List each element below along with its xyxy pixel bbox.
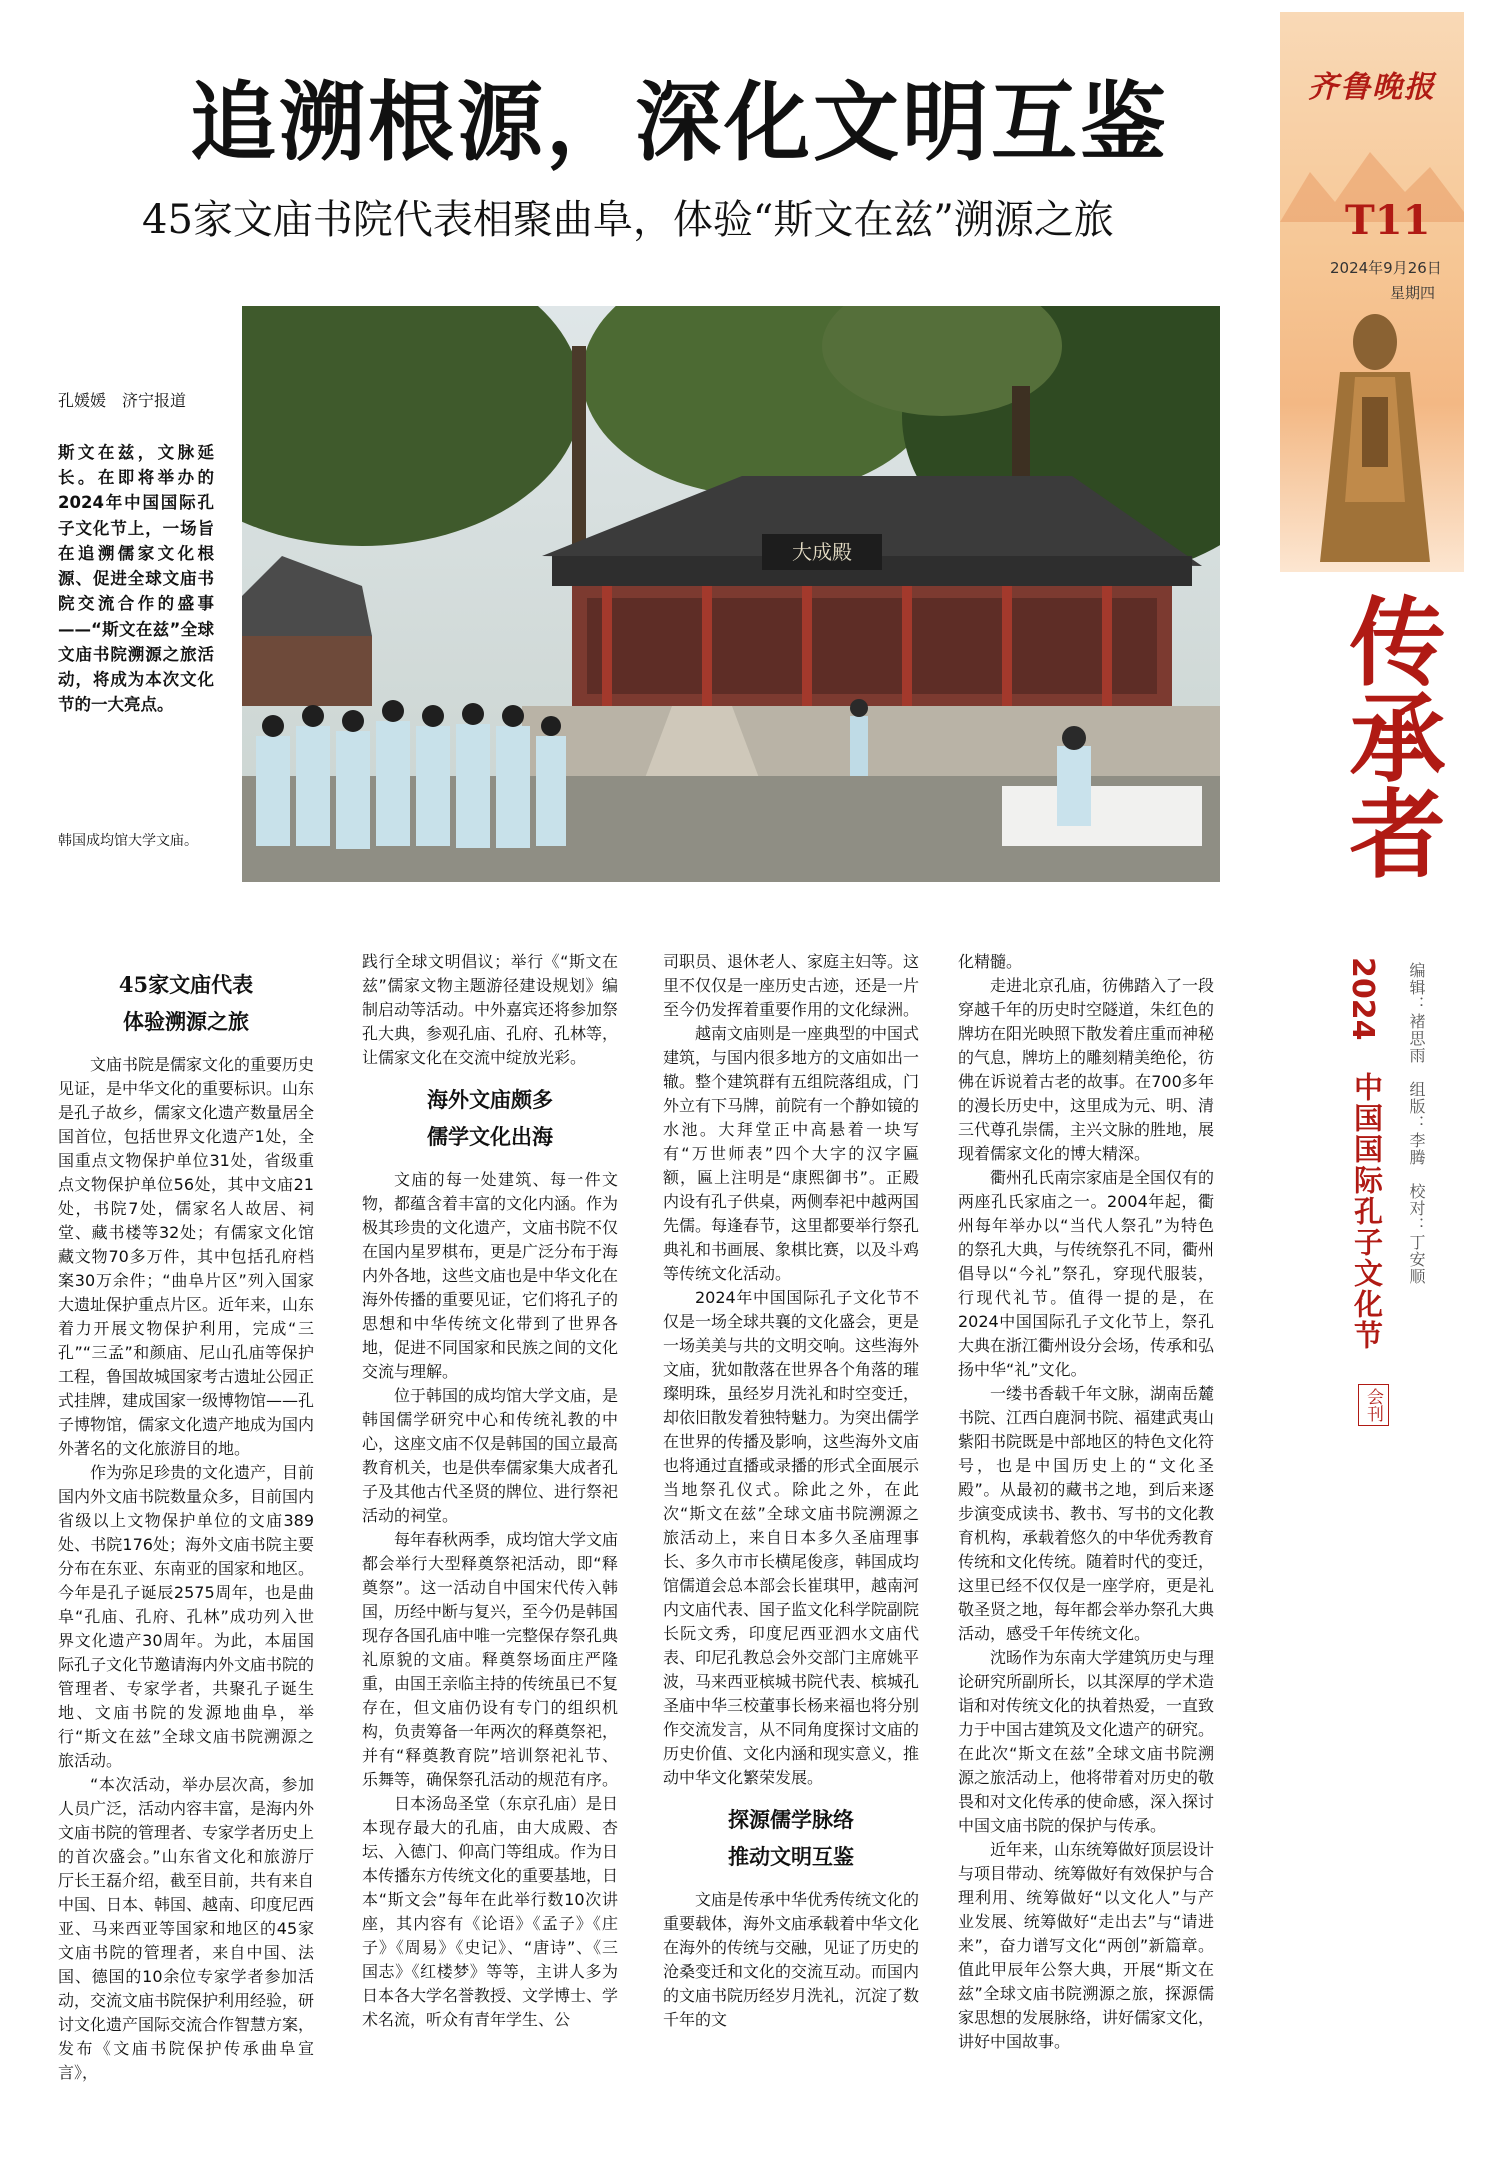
confucius-statue-image <box>1310 302 1440 562</box>
paragraph: 文庙的每一处建筑、每一件文物，都蕴含着丰富的文化内涵。作为极其珍贵的文化遗产，文庙书院不仅在国内星罗棋布，更是广泛分布于海内外各地，这些文庙也是中华文化在海外传播的重要见证，它们将孔子的思想和中华传统文化带到了世界各地，促进不同国家和民族之间的文化交流与理解。 <box>362 1169 619 1381</box>
temple-plaque: 大成殿 <box>792 540 852 564</box>
weekday: 星期四 <box>1390 284 1436 302</box>
paragraph: 文庙是传承中华优秀传统文化的重要载体，海外文庙承载着中华文化在海外的传统与交融，见证了历史的沧桑变迁和文化的交流互动。而国内的文庙书院历经岁月洗礼，沉淀了数千年的文 <box>663 1889 920 2029</box>
section-heading-1: 45家文庙代表 体验溯源之旅 <box>118 972 254 1034</box>
newspaper-masthead: 齐鲁晚报 <box>1308 70 1436 105</box>
article-column-1 <box>58 955 314 2085</box>
paragraph: 每年春秋两季，成均馆大学文庙都会举行大型释奠祭祀活动，即“释奠祭”。这一活动自中国宋代传入韩国，历经中断与复兴，至今仍是韩国现存各国孔庙中唯一完整保存祭孔典礼原貌的文庙。释奠祭场面庄严隆重，由国王亲临主持的传统虽已不复存在，但文庙仍设有专门的组织机构，负责筹备一年两次的释奠祭祀，并有“释奠教育院”培训祭祀礼节、乐舞等，确保祭孔活动的规范有序。 <box>362 1529 619 1789</box>
section-sidebar <box>1280 12 1464 2172</box>
headline: 追溯根源，深化文明互鉴 <box>190 72 1169 173</box>
paragraph: 走进北京孔庙，彷佛踏入了一段穿越千年的历史时空隧道，朱红色的牌坊在阳光映照下散发着庄重而神秘的气息，牌坊上的雕刻精美绝伦，彷佛在诉说着古老的故事。在700多年的漫长历史中，这里成为元、明、清三代尊孔崇儒，主兴文脉的胜地，展现着儒家文化的博大精深。 <box>958 976 1215 1163</box>
byline: 孔媛媛 济宁报道 <box>58 391 187 410</box>
paragraph: 衢州孔氏南宗家庙是全国仅有的两座孔氏家庙之一。2004年起，衢州每年举办以“当代人祭孔”为特色的祭孔大典，与传统祭孔不同，衢州倡导以“今礼”祭孔，穿现代服装，行现代礼节。值得一提的是，在2024中国国际孔子文化节上，祭孔大典在浙江衢州设分会场，传承和弘扬中华“礼”文化。 <box>958 1168 1215 1379</box>
page-number: T11 <box>1345 197 1431 244</box>
festival-name: 中国国际孔子文化节 <box>1350 1072 1384 1351</box>
paragraph: 化精髓。 <box>958 952 1023 971</box>
festival-year: 2024 <box>1345 957 1380 1041</box>
paragraph: 日本汤岛圣堂（东京孔庙）是日本现存最大的孔庙，由大成殿、杏坛、入德门、仰高门等组成。作为日本传播东方传统文化的重要基地，日本“斯文会”每年在此举行数10次讲座，其内容有《论语》《孟子》《庄子》《周易》《史记》、“唐诗”、《三国志》《红楼梦》等等，主讲人多为日本各大学名誉教授、文学博士、学术名流，听众有青年学生、公 <box>362 1793 619 2029</box>
paragraph: 践行全球文明倡议；举行《“斯文在兹”儒家文物主题游径建设规划》编制启动等活动。中外嘉宾还将参加祭孔大典，参观孔庙、孔府、孔林等，让儒家文化在交流中绽放光彩。 <box>362 952 619 1067</box>
paragraph: 司职员、退休老人、家庭主妇等。这里不仅仅是一座历史古迹，还是一片至今仍发挥着重要作用的文化绿洲。 <box>663 952 920 1019</box>
temple-ceremony-illustration <box>242 306 1220 882</box>
paragraph: 越南文庙则是一座典型的中国式建筑，与国内很多地方的文庙如出一辙。整个建筑群有五组院落组成，门外立有下马牌，前院有一个静如镜的水池。大拜堂正中高悬着一块写有“万世师表”四个大字的汉字匾额，匾上注明是“康熙御书”。正殿内设有孔子供桌，两侧奉祀中越两国先儒。每逢春节，这里都要举行祭孔典礼和书画展、象棋比赛，以及斗鸡等传统文化活动。 <box>663 1024 920 1283</box>
paragraph: 文庙书院是儒家文化的重要历史见证，是中华文化的重要标识。山东是孔子故乡，儒家文化遗产数量居全国首位，包括世界文化遗产1处，全国重点文物保护单位31处，省级重点文物保护单位56处，其中文庙21处，书院7处，儒家名人故居、祠堂、藏书楼等32处；有儒家文化馆藏文物70多万件，其中包括孔府档案30万余件；“曲阜片区”列入国家大遗址保护重点片区。近年来，山东着力开展文物保护利用，完成“三孔”“三孟”和颜庙、尼山孔庙等保护工程，鲁国故城国家考古遗址公园正式挂牌，建成国家一级博物馆——孔子博物馆，儒家文化遗产地成为国内外著名的文化旅游目的地。 <box>58 1054 315 1458</box>
publication-date: 2024年9月26日 <box>1330 259 1442 277</box>
section-heading-2: 海外文庙颇多 儒学文化出海 <box>427 1087 553 1149</box>
paragraph: 位于韩国的成均馆大学文庙，是韩国儒学研究中心和传统礼教的中心，这座文庙不仅是韩国的国立最高教育机关，也是供奉儒家集大成者孔子及其他古代圣贤的牌位、进行祭祀活动的祠堂。 <box>362 1385 619 1525</box>
section-heading-3: 探源儒学脉络 推动文明互鉴 <box>728 1807 854 1869</box>
paragraph: “本次活动，举办层次高，参加人员广泛，活动内容丰富，是海内外文庙书院的管理者、专家学者历史上的首次盛会。”山东省文化和旅游厅厅长王磊介绍，截至目前，共有来自中国、日本、韩国、越南、印度尼西亚、马来西亚等国家和地区的45家文庙书院的管理者，来自中国、法国、德国的10余位专家学者参加活动，交流文庙书院保护利用经验，研讨文化遗产国际交流合作智慧方案，发布《文庙书院保护传承曲阜宣言》， <box>58 1774 315 2082</box>
editorial-staff: 编辑：褚思雨 组版：李腾 校对：丁安顺 <box>1407 962 1426 1285</box>
photo-caption: 韩国成均馆大学文庙。 <box>58 833 198 849</box>
sidebar-banner <box>1280 12 1464 572</box>
paragraph: 近年来，山东统筹做好顶层设计与项目带动、统筹做好有效保护与合理利用、统筹做好“以文化人”与产业发展、统筹做好“走出去”与“请进来”，奋力谱写文化“两创”新篇章。值此甲辰年公祭大典，开展“斯文在兹”全球文庙书院溯源之旅，探源儒家思想的发展脉络，讲好儒家文化，讲好中国故事。 <box>958 1840 1215 2051</box>
section-title: 传承者 <box>1334 592 1447 880</box>
paragraph: 沈旸作为东南大学建筑历史与理论研究所副所长，以其深厚的学术造诣和对传统文化的执着热爱，一直致力于中国古建筑及文化遗产的研究。在此次“斯文在兹”全球文庙书院溯源之旅活动上，他将带着对历史的敬畏和对文化传承的使命感，深入探讨中国文庙书院的保护与传承。 <box>958 1648 1215 1835</box>
paragraph: 作为弥足珍贵的文化遗产，目前国内外文庙书院数量众多，目前国内省级以上文物保护单位的文庙389处、书院176处；海外文庙书院主要分布在东亚、东南亚的国家和地区。今年是孔子诞辰2575周年，也是曲阜“孔庙、孔府、孔林”成功列入世界文化遗产30周年。为此，本届国际孔子文化节邀请海内外文庙书院的管理者、专家学者，共聚孔子诞生地、文庙书院的发源地曲阜，举行“斯文在兹”全球文庙书院溯源之旅活动。 <box>58 1462 315 1770</box>
subheadline: 45家文庙书院代表相聚曲阜，体验“斯文在兹”溯源之旅 <box>142 197 1114 243</box>
article-column-2 <box>362 950 618 2032</box>
article-column-3 <box>663 950 919 2032</box>
news-photo <box>242 306 1220 882</box>
special-edition-badge: 会刊 <box>1358 1384 1389 1426</box>
article-column-4 <box>958 950 1214 2054</box>
paragraph: 一缕书香载千年文脉，湖南岳麓书院、江西白鹿洞书院、福建武夷山紫阳书院既是中部地区的特色文化符号，也是中国历史上的“文化圣殿”。从最初的藏书之地，到后来逐步演变成读书、教书、写书的文化教育机构，承载着悠久的中华优秀教育传统和文化传统。随着时代的变迁，这里已经不仅仅是一座学府，更是礼敬圣贤之地，每年都会举办祭孔大典活动，感受千年传统文化。 <box>958 1384 1215 1643</box>
paragraph: 2024年中国国际孔子文化节不仅是一场全球共襄的文化盛会，更是一场美美与共的文明交响。这些海外文庙，犹如散落在世界各个角落的璀璨明珠，虽经岁月洗礼和时空变迁，却依旧散发着独特魅力。为突出儒学在世界的传播及影响，这些海外文庙也将通过直播或录播的形式全面展示当地祭孔仪式。除此之外，在此次“斯文在兹”全球文庙书院溯源之旅活动上，来自日本多久圣庙理事长、多久市市长横尾俊彦，韩国成均馆儒道会总本部会长崔琪甲，越南河内文庙代表、国子监文化科学院副院长阮文秀，印度尼西亚泗水文庙代表、印尼孔教总会外交部门主席姚平波，马来西亚槟城书院代表、槟城孔圣庙中华三校董事长杨来福也将分别作交流发言，从不同角度探讨文庙的历史价值、文化内涵和现实意义，推动中华文化繁荣发展。 <box>663 1288 920 1787</box>
lead-paragraph: 斯文在兹，文脉延长。在即将举办的2024年中国国际孔子文化节上，一场旨在追溯儒家文化根源、促进全球文庙书院交流合作的盛事——“斯文在兹”全球文庙书院溯源之旅活动，将成为本次文化节的一大亮点。 <box>58 443 214 715</box>
